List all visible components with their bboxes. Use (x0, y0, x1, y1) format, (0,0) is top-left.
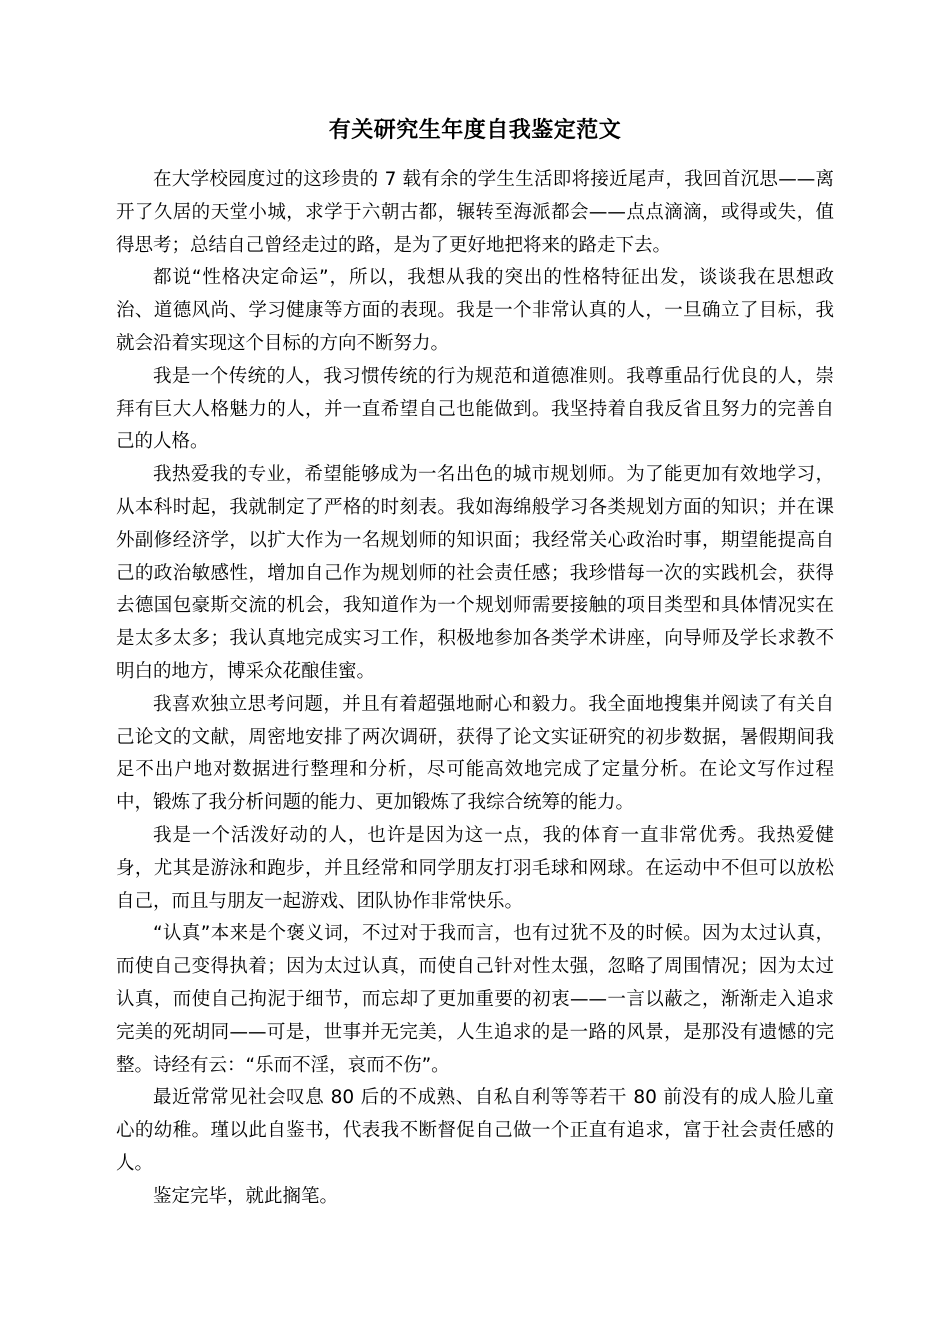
document-title: 有关研究生年度自我鉴定范文 (328, 118, 622, 143)
paragraph-6: 我是一个活泼好动的人，也许是因为这一点，我的体育一直非常优秀。我热爱健身，尤其是游泳和跑步，并且经常和同学朋友打羽毛球和网球。在运动中不但可以放松自己，而且与朋友一起游戏、团队协作非常快乐。 (116, 824, 834, 912)
paragraph-5: 我喜欢独立思考问题，并且有着超强地耐心和毅力。我全面地搜集并阅读了有关自己论文的文献，周密地安排了两次调研，获得了论文实证研究的初步数据，暑假期间我足不出户地对数据进行整理和分析，尽可能高效地完成了定量分析。在论文写作过程中，锻炼了我分析问题的能力、更加锻炼了我综合统筹的能力。 (116, 693, 834, 814)
paragraph-4: 我热爱我的专业，希望能够成为一名出色的城市规划师。为了能更加有效地学习，从本科时起，我就制定了严格的时刻表。我如海绵般学习各类规划方面的知识；并在课外副修经济学，以扩大作为一名规划师的知识面；我经常关心政治时事，期望能提高自己的政治敏感性，增加自己作为规划师的社会责任感；我珍惜每一次的实践机会，获得去德国包豪斯交流的机会，我知道作为一个规划师需要接触的项目类型和具体情况实在是太多太多；我认真地完成实习工作，积极地参加各类学术讲座，向导师及学长求教不明白的地方，博采众花酿佳蜜。 (116, 464, 834, 682)
paragraph-2: 都说“性格决定命运”，所以，我想从我的突出的性格特征出发，谈谈我在思想政治、道德风尚、学习健康等方面的表现。我是一个非常认真的人，一旦确立了目标，我就会沿着实现这个目标的方向不断努力。 (116, 267, 834, 354)
paragraph-8: 最近常常见社会叹息 80 后的不成熟、自私自利等等若干 80 前没有的成人脸儿童心的幼稚。瑾以此自鉴书，代表我不断督促自己做一个正直有追求，富于社会责任感的人。 (116, 1087, 834, 1174)
document-body (116, 164, 834, 1214)
paragraph-7: “认真”本来是个褒义词，不过对于我而言，也有过犹不及的时候。因为太过认真，而使自己变得执着；因为太过认真，而使自己针对性太强，忽略了周围情况；因为太过认真，而使自己拘泥于细节，而忘却了更加重要的初衷——一言以蔽之，渐渐走入追求完美的死胡同——可是，世事并无完美，人生追求的是一路的风景，是那没有遗憾的完整。诗经有云：“乐而不淫，哀而不伤”。 (116, 923, 834, 1076)
paragraph-9: 鉴定完毕，就此搁笔。 (153, 1185, 339, 1207)
paragraph-1: 在大学校园度过的这珍贵的 7 载有余的学生生活即将接近尾声，我回首沉思——离开了久居的天堂小城，求学于六朝古都，辗转至海派都会——点点滴滴，或得或失，值得思考；总结自己曾经走过的路，是为了更好地把将来的路走下去。 (116, 169, 834, 256)
paragraph-3: 我是一个传统的人，我习惯传统的行为规范和道德准则。我尊重品行优良的人，崇拜有巨大人格魅力的人，并一直希望自己也能做到。我坚持着自我反省且努力的完善自己的人格。 (116, 365, 834, 453)
